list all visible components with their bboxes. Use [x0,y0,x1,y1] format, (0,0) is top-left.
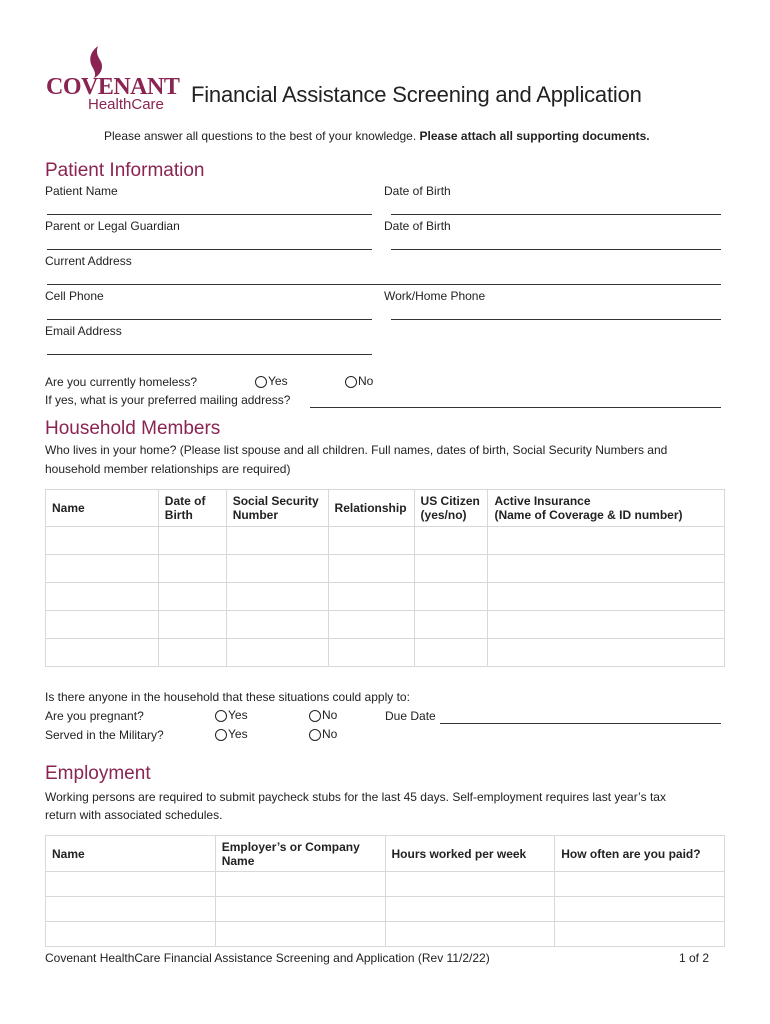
homeless-question: Are you currently homeless? [45,375,198,389]
pregnant-no-option[interactable] [309,708,337,722]
radio-icon[interactable] [309,710,321,722]
instructions [104,129,650,143]
col-dob: Date of Birth [158,490,226,527]
employment-table [45,835,725,947]
radio-icon[interactable] [345,376,357,388]
pregnant-question: Are you pregnant? [45,709,144,723]
employment-desc-2: return with associated schedules. [45,808,223,822]
dob-field-1[interactable] [391,213,721,215]
instructions-bold: Please attach all supporting documents. [419,129,650,143]
cell-phone-label: Cell Phone [45,289,104,303]
radio-icon[interactable] [215,729,227,741]
logo-name-top: COVENANT [46,74,180,100]
col-employer: Employer’s or Company Name [215,836,385,872]
radio-icon[interactable] [255,376,267,388]
instructions-text: Please answer all questions to the best of your knowledge. [104,129,420,143]
footer-text: Covenant HealthCare Financial Assistance Screening and Application (Rev 11/2/22) [45,951,490,965]
homeless-no-option[interactable] [345,374,373,388]
cell-phone-field[interactable] [47,318,372,320]
situations-question: Is there anyone in the household that these situations could apply to: [45,690,410,704]
radio-icon[interactable] [309,729,321,741]
logo-name-bottom: HealthCare [88,96,164,113]
household-header-row [46,490,725,527]
table-row [46,583,725,611]
table-row [46,555,725,583]
table-row [46,527,725,555]
homeless-no-label: No [358,374,374,388]
table-row [46,922,725,947]
employment-header-row [46,836,725,872]
household-heading: Household Members [45,418,221,439]
covenant-logo [44,44,184,114]
dob-field-2[interactable] [391,248,721,250]
dob-label-1: Date of Birth [384,184,451,198]
patient-name-label: Patient Name [45,184,118,198]
col-ssn: Social Security Number [226,490,328,527]
military-yes-label: Yes [228,727,248,741]
document-title: Financial Assistance Screening and Application [191,82,642,107]
work-phone-field[interactable] [391,318,721,320]
military-yes-option[interactable] [215,727,248,741]
dob-label-2: Date of Birth [384,219,451,233]
col-hours: Hours worked per week [385,836,555,872]
employment-heading: Employment [45,763,151,784]
pregnant-yes-option[interactable] [215,708,248,722]
employment-desc-1: Working persons are required to submit paycheck stubs for the last 45 days. Self-employment requires last year’s tax [45,790,666,804]
patient-name-field[interactable] [47,213,372,215]
mailing-question: If yes, what is your preferred mailing address? [45,393,291,407]
pregnant-yes-label: Yes [228,708,248,722]
page-number: 1 of 2 [679,951,710,965]
guardian-label: Parent or Legal Guardian [45,219,180,233]
due-date-field[interactable] [440,722,721,724]
military-no-option[interactable] [309,727,337,741]
pregnant-no-label: No [322,708,338,722]
patient-info-heading: Patient Information [45,160,205,181]
military-no-label: No [322,727,338,741]
col-relationship: Relationship [328,490,414,527]
col-name: Name [46,490,159,527]
address-label: Current Address [45,254,132,268]
col-insurance: Active Insurance (Name of Coverage & ID number) [488,490,725,527]
military-question: Served in the Military? [45,728,164,742]
guardian-field[interactable] [47,248,372,250]
email-label: Email Address [45,324,122,338]
col-emp-name: Name [46,836,216,872]
address-field[interactable] [47,283,721,285]
household-desc-1: Who lives in your home? (Please list spouse and all children. Full names, dates of birth, Social Security Numbers and [45,443,668,457]
radio-icon[interactable] [215,710,227,722]
email-field[interactable] [47,353,372,355]
homeless-yes-option[interactable] [255,374,288,388]
household-table [45,489,725,667]
col-pay-frequency: How often are you paid? [555,836,725,872]
table-row [46,639,725,667]
table-row [46,872,725,897]
work-phone-label: Work/Home Phone [384,289,486,303]
flame-icon [80,44,110,78]
col-citizen: US Citizen (yes/no) [414,490,488,527]
household-desc-2: household member relationships are required) [45,462,291,476]
table-row [46,611,725,639]
mailing-address-field[interactable] [310,406,721,408]
table-row [46,897,725,922]
homeless-yes-label: Yes [268,374,288,388]
due-date-label: Due Date [385,709,436,723]
